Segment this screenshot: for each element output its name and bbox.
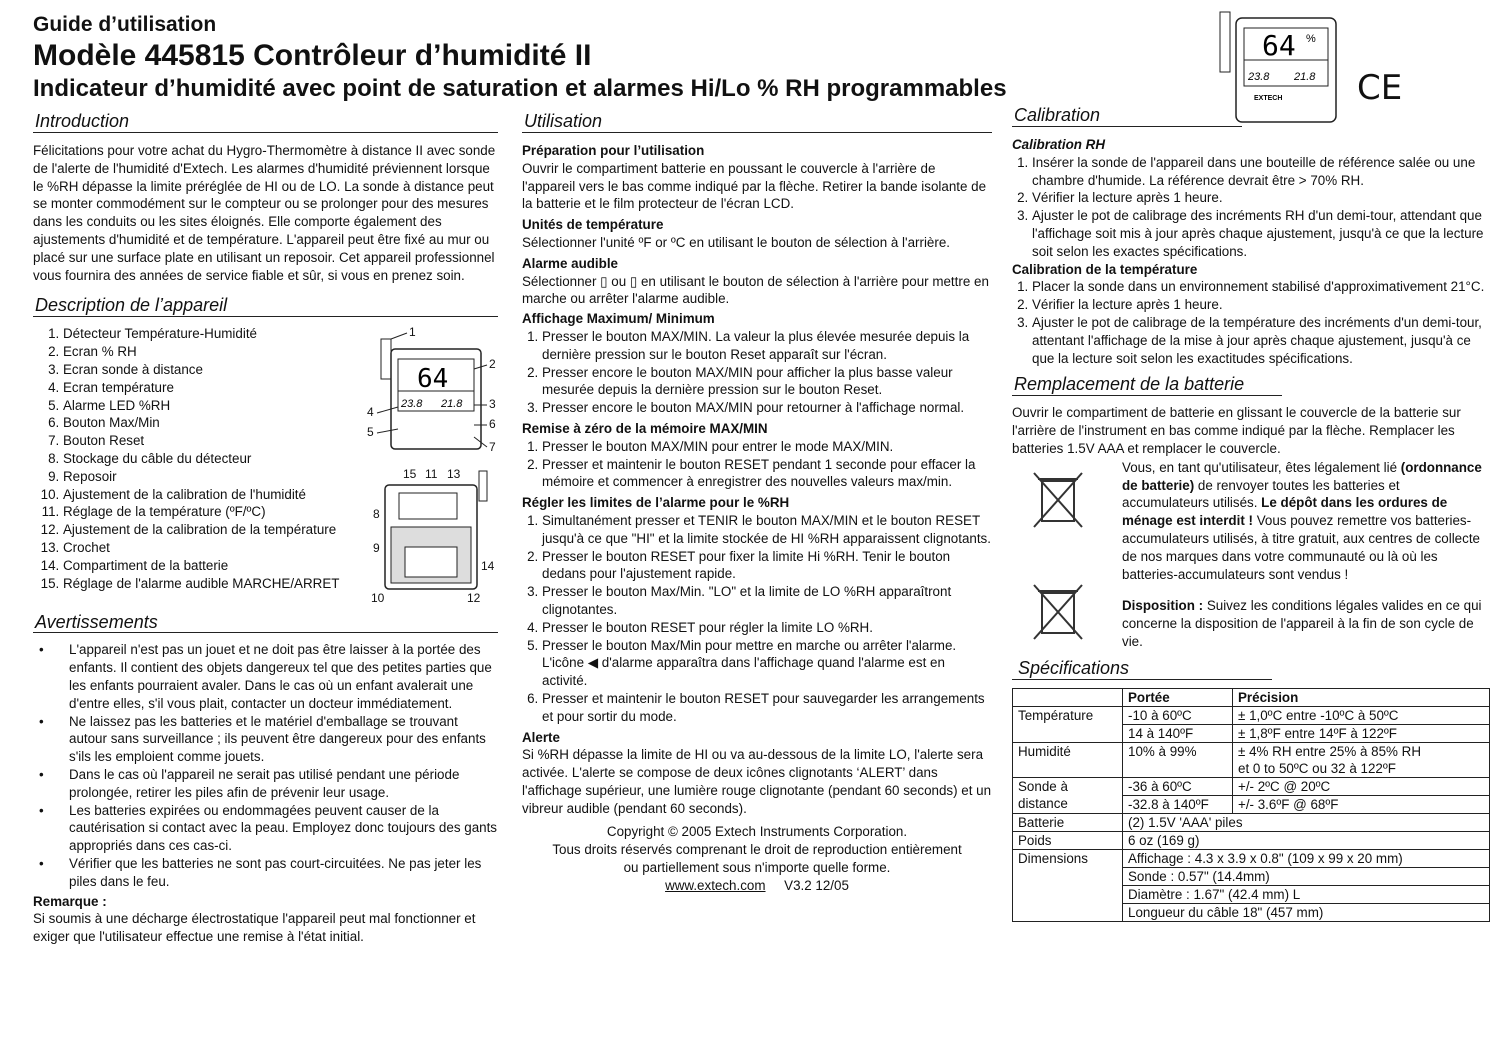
callout-12: 12 — [467, 591, 481, 606]
list-item: 1. Simultanément presser et TENIR le bouton MAX/MIN et le bouton RESET jusqu'à ce que "HI" et la limite stockée de HI %RH apparaissent clignotants. — [542, 512, 992, 548]
list-item: 6. Presser et maintenir le bouton RESET pour sauvegarder les arrangements et pour sortir du mode. — [542, 690, 992, 726]
callout-7: 7 — [489, 440, 496, 455]
callout-10: 10 — [371, 591, 385, 606]
spec-cell: ± 4% RH entre 25% à 85% RH et 0 to 50ºC ou 32 à 122ºF — [1233, 742, 1490, 777]
units-heading: Unités de température — [522, 217, 664, 233]
list-item: 9. Reposoir — [63, 468, 365, 486]
page-subtitle: Indicateur d’humidité avec point de saturation et alarmes Hi/Lo % RH programmables — [33, 75, 1007, 102]
callout-13: 13 — [447, 467, 461, 482]
list-item: • Ne laissez pas les batteries et le matériel d'emballage se trouvant autour sans surveillance ; ils peuvent être dangereux pour des enfants s'ils les emploient comme jouets. — [69, 713, 498, 766]
col-precision: Précision — [1233, 688, 1490, 706]
disposal-text: Disposition : Suivez les conditions légales valides en ce qui concerne la disposition de l'appareil à la fin de son cycle de vie. — [1122, 598, 1482, 649]
spec-label: Dimensions — [1013, 849, 1123, 921]
list-item: 1. Détecteur Température-Humidité — [63, 325, 365, 343]
callout-8: 8 — [373, 507, 380, 522]
list-item: 14. Compartiment de la batterie — [63, 557, 365, 575]
maxmin-list — [522, 328, 992, 417]
callout-6: 6 — [489, 417, 496, 432]
spec-cell: -32.8 à 140ºF — [1123, 795, 1233, 813]
list-item: • Vérifier que les batteries ne sont pas court-circuitées. Ne pas jeter les piles dans le feu. — [69, 855, 498, 891]
display-brand: EXTECH — [1254, 95, 1283, 102]
right-column — [1012, 104, 1490, 922]
list-item: 6. Bouton Max/Min — [63, 414, 365, 432]
calibration-rh-list — [1012, 154, 1490, 261]
crossed-bin-icon-2 — [1032, 581, 1084, 641]
spec-cell: -10 à 60ºC — [1123, 706, 1233, 724]
spec-cell: Affichage : 4.3 x 3.9 x 0.8" (109 x 99 x 20 mm) — [1123, 849, 1490, 867]
list-item: 3. Ajuster le pot de calibrage des incréments RH d'un demi-tour, attendant que l'affichage soit mis à jour après chaque ajustement, jusqu'à ce que la lecture soit selon les exactes spécifications. — [1032, 207, 1490, 260]
display-humidity: 64 — [1262, 29, 1296, 62]
list-item: 3. Ajuster le pot de calibrage de la température des incréments d'un demi-tour, attentant l'affichage de la mise à jour après chaque ajustement, jusqu'à ce que la lecture soit selon les exactitudes spécifications. — [1032, 314, 1490, 367]
list-item: 15. Réglage de l'alarme audible MARCHE/ARRET — [63, 575, 365, 593]
front-display-temp-left: 23.8 — [401, 398, 423, 411]
calibration-heading: Calibration — [1014, 105, 1101, 125]
list-item: 1. Presser le bouton MAX/MIN. La valeur la plus élevée mesurée depuis la dernière pression sur le bouton Reset apparaît sur l'écran. — [542, 328, 992, 364]
list-item: 11. Réglage de la température (ºF/ºC) — [63, 503, 365, 521]
specs-heading: Spécifications — [1012, 657, 1272, 680]
list-item: 7. Bouton Reset — [63, 432, 365, 450]
guide-label: Guide d’utilisation — [33, 13, 217, 36]
reset-heading: Remise à zéro de la mémoire MAX/MIN — [522, 420, 768, 436]
calibration-temp-list — [1012, 278, 1490, 367]
list-item: 2. Vérifier la lecture après 1 heure. — [1032, 296, 1490, 314]
prep-heading: Préparation pour l’utilisation — [522, 143, 705, 158]
spec-cell: ± 1,8ºF entre 14ºF à 122ºF — [1233, 724, 1490, 742]
limits-heading: Régler les limites de l’alarme pour le %RH — [522, 495, 790, 511]
spec-label: Humidité — [1013, 742, 1123, 777]
list-item: 2. Presser encore le bouton MAX/MIN pour afficher la plus basse valeur mesurée depuis la dernière pression sur le bouton Reset. — [542, 364, 992, 400]
col-range: Portée — [1123, 688, 1233, 706]
list-item: 2. Presser et maintenir le bouton RESET pendant 1 seconde pour effacer la mémoire et commencer à enregistrer des nouvelles valeurs max/min. — [542, 456, 992, 492]
spec-cell: -36 à 60ºC — [1123, 777, 1233, 795]
device-front-diagram — [367, 325, 499, 459]
spec-cell: (2) 1.5V 'AAA' piles — [1123, 813, 1490, 831]
front-display-humidity: 64 — [417, 364, 449, 395]
alert-text: Si %RH dépasse la limite de HI ou va au-dessous de la limite LO, l'alerte sera activée. L'alerte se compose de deux icônes clignotants ‘ALERT’ dans l'affichage supérieur, une lumière rouge clignotante (pendant 60 seconds) et un vibreur audible (pendant 60 seconds). — [522, 747, 992, 816]
callout-9: 9 — [373, 541, 380, 556]
introduction-heading: Introduction — [33, 110, 498, 133]
alert-heading: Alerte — [522, 729, 560, 745]
list-item: • Les batteries expirées ou endommagées peuvent causer de la cautérisation si contact avec la peau. Employez donc toujours des gants appropriés dans ces cas-ci. — [69, 802, 498, 855]
list-item: 3. Ecran sonde à distance — [63, 361, 365, 379]
list-item: 1. Presser le bouton MAX/MIN pour entrer le mode MAX/MIN. — [542, 438, 992, 456]
page-title: Modèle 445815 Contrôleur d’humidité II — [33, 39, 592, 72]
limits-list — [522, 512, 992, 726]
callout-5: 5 — [367, 425, 374, 440]
battery-heading: Remplacement de la batterie — [1012, 373, 1282, 396]
remark-text: Si soumis à une décharge électrostatique l'appareil peut mal fonctionner et exiger que l'utilisateur effectue une remise à l'état initial. — [33, 911, 476, 945]
prep-text: Ouvrir le compartiment batterie en poussant le couvercle à l'arrière de l'appareil vers le bas comme indiqué par la flèche. Retirer la bande isolante de la batterie et le film protecteur de l'écran LCD. — [522, 160, 987, 212]
callout-2: 2 — [489, 357, 496, 372]
list-item: 4. Ecran température — [63, 379, 365, 397]
battery-user-text: Vous, en tant qu'utilisateur, êtes légalement lié (ordonnance de batterie) de renvoyer toutes les batteries et accumulateurs utilisés. Le dépôt dans les ordures de ménage est interdit ! Vous pouvez remettre vos batteries-accumulateurs utilisés, à titre gratuit, aux centres de collecte de nos marques dans votre communauté ou là où les batteries-accumulateurs sont vendus ! — [1122, 459, 1482, 582]
utilisation-heading: Utilisation — [522, 110, 992, 133]
display-unit: % — [1306, 33, 1316, 45]
ce-mark: CE — [1357, 68, 1403, 108]
list-item: 2. Ecran % RH — [63, 343, 365, 361]
units-text: Sélectionner l'unité ºF or ºC en utilisant le bouton de sélection à l'arrière. — [522, 234, 951, 250]
callout-14: 14 — [481, 559, 495, 574]
spec-cell: +/- 2ºC @ 20ºC — [1233, 777, 1490, 795]
footer-line — [522, 877, 992, 895]
list-item: 2. Presser le bouton RESET pour fixer la limite Hi %RH. Tenir le bouton dedans pour l'ajustement rapide. — [542, 548, 992, 584]
callout-11: 11 — [425, 467, 438, 482]
remark-heading: Remarque : — [33, 893, 107, 909]
spec-cell: Longueur du câble 18" (457 mm) — [1123, 903, 1490, 921]
spec-cell: Diamètre : 1.67" (42.4 mm) L — [1123, 885, 1490, 903]
list-item: 5. Presser le bouton Max/Min pour mettre en marche ou arrêter l'alarme. L'icône ◀ d'alarme apparaîtra dans l'affichage quand l'alarme est en activité. — [542, 637, 992, 690]
list-item: • Dans le cas où l'appareil ne serait pas utilisé pendant une période prolongée, retirer les piles afin de prévenir leur usage. — [69, 766, 498, 802]
list-item: 3. Presser encore le bouton MAX/MIN pour retourner à l'affichage normal. — [542, 399, 992, 417]
introduction-text: Félicitations pour votre achat du Hygro-Thermomètre à distance II avec sonde de l'alerte de l'humidité d'Extech. Les alarmes d'humidité préviennent lorsque le %RH dépasse la limite préréglée de HI ou de LO. La sonde à distance peut se monter commodément sur le compteur ou se prolonger pour des mesures dans les conduits ou les sites éloignés. Elle comporte également des ajustements d'humidité et de température. L'appareil peut être fixé au mur ou placé sur une surface plate en utilisant un reposoir. Cet appareil professionnel vous fournira des années de service fiable et sûr, si vous en prenez soin. — [33, 143, 496, 283]
callout-15: 15 — [403, 467, 417, 482]
website-link[interactable]: www.extech.com — [665, 877, 766, 893]
calibration-rh-heading: Calibration RH — [1012, 137, 1105, 152]
display-temp-left: 23.8 — [1248, 71, 1270, 83]
spec-cell: +/- 3.6ºF @ 68ºF — [1233, 795, 1490, 813]
list-item: • L'appareil n'est pas un jouet et ne doit pas être laisser à la portée des enfants. Il contient des objets dangereux tel que des petites parties que les enfants pourraient avaler. Dans le cas où un enfant avalerait une d'entre elles, s'il vous plait, contacter un docteur immédiatement. — [69, 641, 498, 712]
spec-cell: Sonde : 0.57" (14.4mm) — [1123, 867, 1490, 885]
callout-4: 4 — [367, 405, 374, 420]
spec-cell: 10% à 99% — [1123, 742, 1233, 777]
callout-3: 3 — [489, 397, 496, 412]
reset-list — [522, 438, 992, 491]
list-item: 12. Ajustement de la calibration de la température — [63, 521, 365, 539]
disposal-block — [1012, 597, 1490, 650]
maxmin-heading: Affichage Maximum/ Minimum — [522, 311, 715, 327]
display-temp-right: 21.8 — [1294, 71, 1316, 83]
list-item: 8. Stockage du câble du détecteur — [63, 450, 365, 468]
list-item: 3. Presser le bouton Max/Min. "LO" et la limite de LO %RH apparaîtront clignotantes. — [542, 583, 992, 619]
device-back-icon — [367, 467, 499, 609]
list-item: 1. Insérer la sonde de l'appareil dans une bouteille de référence salée ou une chambre d'humide. La référence devrait être > 70% RH. — [1032, 154, 1490, 190]
alarm-text: Sélectionner ▯ ou ▯ en utilisant le bouton de sélection à l'arrière pour mettre en marche ou arrêter l'alarme audible. — [522, 273, 989, 307]
spec-cell: ± 1,0ºC entre -10ºC à 50ºC — [1233, 706, 1490, 724]
battery-text: Ouvrir le compartiment de batterie en glissant le couvercle de la batterie sur l'arrière de l'instrument en bas comme indiqué par la flèche. Remplacer les batteries 1.5V AAA et remplacer le couvercle. — [1012, 405, 1461, 456]
warnings-list — [33, 641, 498, 890]
copyright: Copyright © 2005 Extech Instruments Corporation. — [606, 824, 908, 840]
spec-label: Température — [1013, 706, 1123, 742]
battery-user-block — [1012, 459, 1490, 584]
spec-cell: 14 à 140ºF — [1123, 724, 1233, 742]
spec-label: Poids — [1013, 831, 1123, 849]
callout-1: 1 — [409, 325, 416, 340]
middle-column — [522, 110, 992, 895]
front-display-temp-right: 21.8 — [441, 398, 463, 411]
specs-table — [1012, 688, 1490, 922]
description-list — [33, 325, 365, 592]
list-item: 4. Presser le bouton RESET pour régler la limite LO %RH. — [542, 619, 992, 637]
list-item: 1. Placer la sonde dans un environnement stabilisé d'approximativement 21°C. — [1032, 278, 1490, 296]
device-front-icon — [367, 325, 499, 459]
list-item: 10. Ajustement de la calibration de l'humidité — [63, 486, 365, 504]
list-item: 2. Vérifier la lecture après 1 heure. — [1032, 189, 1490, 207]
alarm-heading: Alarme audible — [522, 255, 618, 271]
list-item: 13. Crochet — [63, 539, 365, 557]
rights: Tous droits réservés comprenant le droit de reproduction entièrement ou partiellement sous n'importe quelle forme. — [552, 842, 962, 876]
calibration-temp-heading: Calibration de la température — [1012, 261, 1198, 277]
crossed-bin-icon — [1032, 469, 1084, 529]
spec-cell: 6 oz (169 g) — [1123, 831, 1490, 849]
warnings-heading: Avertissements — [35, 612, 158, 633]
list-item: 5. Alarme LED %RH — [63, 397, 365, 415]
device-back-diagram — [367, 467, 499, 609]
version: V3.2 12/05 — [784, 877, 849, 893]
spec-label: Batterie — [1013, 813, 1123, 831]
spec-label: Sonde à distance — [1013, 777, 1123, 813]
description-heading: Description de l’appareil — [33, 294, 498, 317]
description-block — [33, 325, 498, 609]
left-column — [33, 110, 498, 946]
